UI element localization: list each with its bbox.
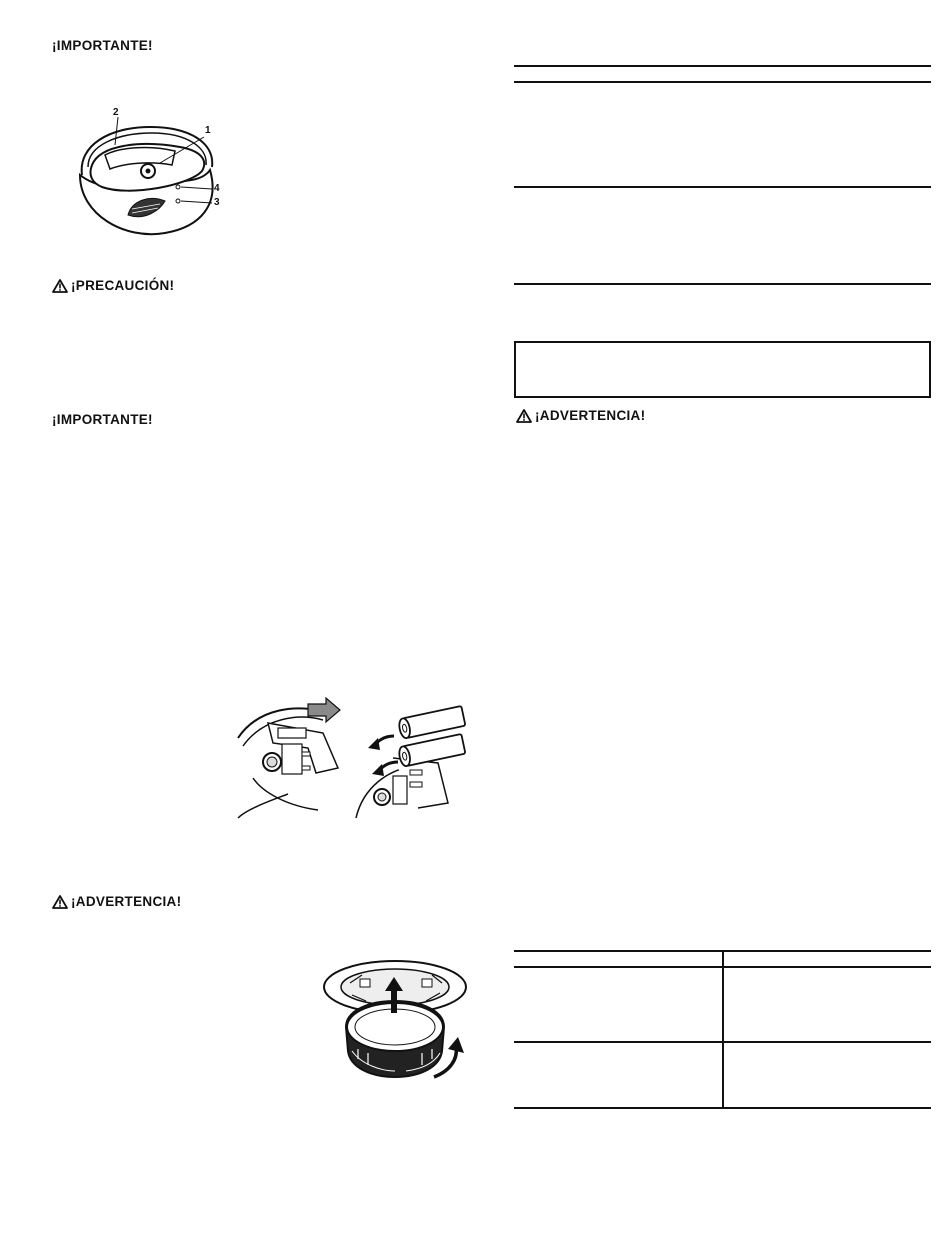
- table-header-rule: [514, 81, 931, 83]
- heading-caution: ¡PRECAUCIÓN!: [52, 278, 174, 293]
- heading-important-2: ¡IMPORTANTE!: [52, 412, 153, 427]
- mounting-plate-figure: [322, 955, 468, 1085]
- notice-box: [514, 341, 931, 398]
- heading-warning-left: ¡ADVERTENCIA!: [52, 894, 181, 909]
- warning-triangle-icon: [52, 279, 68, 293]
- heading-important-1: ¡IMPORTANTE!: [52, 38, 153, 53]
- table-top-rule: [514, 65, 931, 67]
- bottom-table-divider: [722, 950, 724, 1109]
- callout-4: 4: [214, 183, 220, 194]
- callout-2: 2: [113, 107, 119, 118]
- battery-replacement-figure: [238, 698, 470, 820]
- table-row-rule-2: [514, 283, 931, 285]
- warning-triangle-icon: [516, 409, 532, 423]
- heading-warning-right: ¡ADVERTENCIA!: [516, 408, 645, 423]
- table-row-rule-1: [514, 186, 931, 188]
- callout-1: 1: [205, 125, 211, 136]
- callout-3: 3: [214, 197, 220, 208]
- warning-triangle-icon: [52, 895, 68, 909]
